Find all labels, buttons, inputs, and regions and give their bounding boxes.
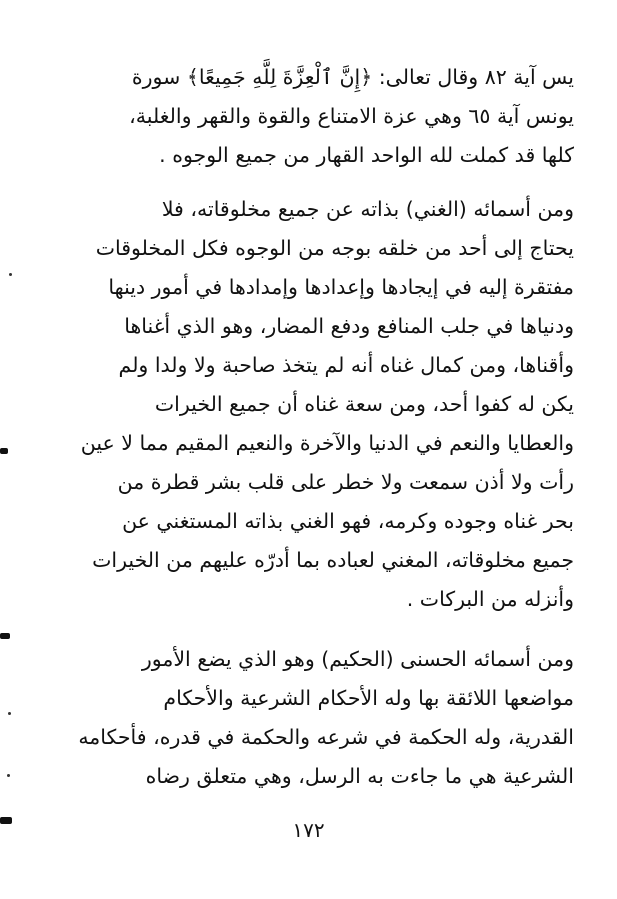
text-line: كلها قد كملت لله الواحد القهار من جميع الوجوه . (159, 143, 574, 167)
text-line: يحتاج إلى أحد من خلقه بوجه من الوجوه فكل المخلوقات (95, 236, 574, 260)
text-line: وأنزله من البركات . (406, 587, 574, 611)
scan-speck (7, 774, 10, 777)
text-line: رأت ولا أذن سمعت ولا خطر على قلب بشر قطرة من (117, 470, 574, 494)
text-line: يكن له كفوا أحد، ومن سعة غناه أن جميع الخيرات (154, 392, 574, 416)
scan-edge-mark (0, 817, 12, 824)
text-line: يونس آية ٦٥ وهي عزة الامتناع والقوة والقهر والغلبة، (129, 104, 574, 128)
text-line: وأقناها، ومن كمال غناه أنه لم يتخذ صاحبة ولا ولدا ولم (118, 353, 574, 377)
page-number: ١٧٢ (292, 818, 325, 842)
text-line: ودنياها في جلب المنافع ودفع المضار، وهو الذي أغناها (124, 314, 574, 338)
text-line: مواضعها اللائقة بها وله الأحكام الشرعية والأحكام (163, 686, 574, 710)
scan-edge-mark (0, 448, 8, 454)
scan-speck (8, 712, 11, 715)
scan-speck (9, 273, 12, 276)
text-line: ومن أسمائه (الغني) بذاته عن جميع مخلوقاته، فلا (161, 197, 574, 221)
paragraph-ghani (42, 190, 574, 619)
text-line: الشرعية هي ما جاءت به الرسل، وهي متعلق رضاه (145, 764, 574, 788)
text-line: ومن أسمائه الحسنى (الحكيم) وهو الذي يضع الأمور (141, 647, 574, 671)
paragraph-hakeem (42, 640, 574, 796)
text-line: جميع مخلوقاته، المغني لعباده بما أدرّه عليهم من الخيرات (92, 548, 574, 572)
text-line: بحر غناه وجوده وكرمه، فهو الغني بذاته المستغني عن (122, 509, 574, 533)
text-line: مفتقرة إليه في إيجادها وإعدادها وإمدادها في أمور دينها (108, 275, 574, 299)
paragraph-izza (42, 58, 574, 175)
scan-edge-mark (0, 633, 10, 639)
text-line: والعطايا والنعم في الدنيا والآخرة والنعيم المقيم مما لا عين (80, 431, 574, 455)
text-line: يس آية ٨٢ وقال تعالى: ﴿إِنَّ ٱلْعِزَّةَ لِلَّهِ جَمِيعًا﴾ سورة (131, 65, 574, 89)
text-line: القدرية، وله الحكمة في شرعه والحكمة في قدره، فأحكامه (78, 725, 574, 749)
